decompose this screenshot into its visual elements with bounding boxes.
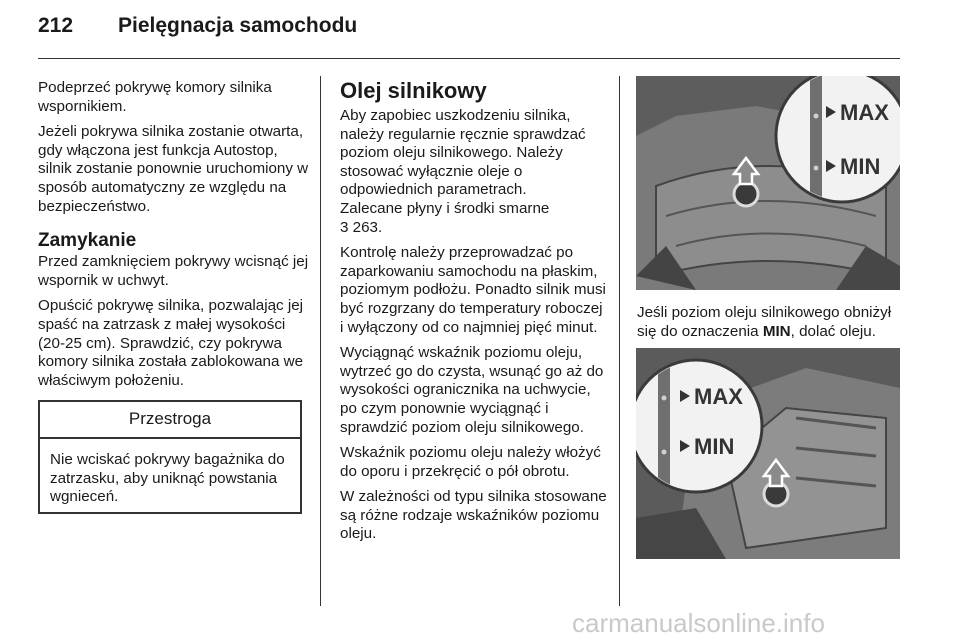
- min-emphasis: MIN: [762, 322, 791, 340]
- engine-dipstick-figure-2: [636, 348, 900, 559]
- page-number: 212: [38, 14, 74, 37]
- warning-title: Przestroga: [40, 402, 300, 439]
- paragraph: Jeżeli pokrywa silnika zostanie otwarta, gdy włączona jest funkcja Autostop, silnik zostanie ponownie uruchomiony w sposób automatyczny ze względu na bezpieczeństwo.: [38, 123, 309, 215]
- section-heading: Zamykanie: [38, 230, 137, 252]
- paragraph: Wskaźnik poziomu oleju należy włożyć do oporu i przekręcić o pół obrotu.: [340, 444, 601, 480]
- page-header: [38, 14, 357, 38]
- paragraph: W zależności od typu silnika stosowane są różne rodzaje wskaźników poziomu oleju.: [340, 488, 607, 543]
- paragraph: Jeśli poziom oleju silnikowego obniżył się do oznaczenia MIN, dolać oleju.: [637, 304, 892, 340]
- warning-text: Nie wciskać pokrywy bagażnika do zatrzasku, aby uniknąć powstania wgnieceń.: [50, 450, 285, 506]
- engine-illustration: [636, 76, 900, 290]
- column-3: [637, 304, 907, 348]
- header-rule: [38, 58, 900, 59]
- paragraph: Wyciągnąć wskaźnik poziomu oleju, wytrzeć go do czysta, wsunąć go aż do wysokości ogranicznika na uchwycie, po czym ponownie wyciągnąć i sprawdzić poziom oleju silnikowego.: [340, 344, 604, 436]
- min-label: MIN: [694, 434, 735, 459]
- paragraph: Kontrolę należy przeprowadzać po zaparkowaniu samochodu na płaskim, poziomym podłożu. Ponadto silnik musi być rozgrzany do temperatury roboczej i wyłączony od co najmniej pięć minut.: [340, 244, 606, 336]
- warning-box: [38, 400, 302, 513]
- column-2: [340, 79, 610, 551]
- section-title: Olej silnikowy: [340, 78, 487, 103]
- page-title: Pielęgnacja samochodu: [118, 14, 358, 37]
- paragraph: Przed zamknięciem pokrywy wcisnąć jej wspornik w uchwyt.: [38, 253, 309, 289]
- min-label: MIN: [840, 154, 881, 179]
- paragraph: Opuścić pokrywę silnika, pozwalając jej spaść na zatrzask z małej wysokości (20-25 cm). Sprawdzić, czy pokrywa komory silnika została zablokowana we właściwym położeniu.: [38, 297, 304, 389]
- engine-illustration: [636, 348, 900, 559]
- paragraph: Zalecane płyny i środki smarne: [340, 199, 550, 217]
- cross-reference[interactable]: 3 263.: [340, 218, 383, 236]
- column-1: [38, 79, 310, 514]
- max-label: MAX: [694, 384, 743, 409]
- column-divider-1: [320, 76, 321, 606]
- column-divider-2: [619, 76, 620, 606]
- paragraph: Aby zapobiec uszkodzeniu silnika, należy regularnie ręcznie sprawdzać poziom oleju silnikowego. Należy stosować wyłącznie oleje o odpowiednich parametrach.: [340, 107, 586, 199]
- max-label: MAX: [840, 100, 889, 125]
- watermark: carmanualsonline.info: [572, 608, 825, 638]
- paragraph: Podeprzeć pokrywę komory silnika wspornikiem.: [38, 79, 272, 115]
- engine-dipstick-figure-1: [636, 76, 900, 290]
